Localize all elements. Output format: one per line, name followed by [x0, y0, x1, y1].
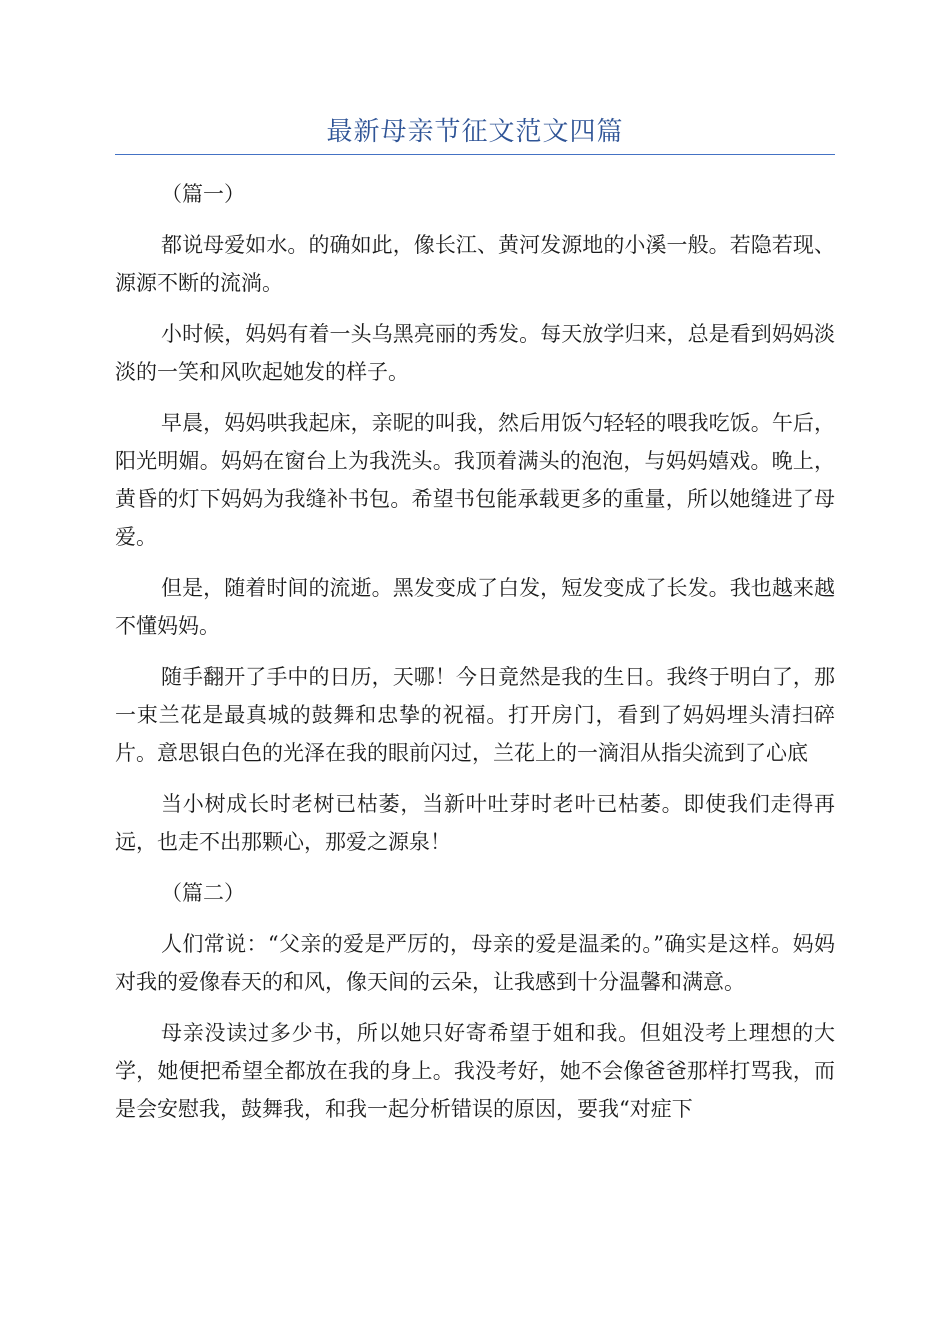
paragraph: 早晨，妈妈哄我起床，亲昵的叫我，然后用饭勺轻轻的喂我吃饭。午后，阳光明媚。妈妈在窗台上为我洗头。我顶着满头的泡泡，与妈妈嬉戏。晚上，黄昏的灯下妈妈为我缝补书包。希望书包能承载更多的重量，所以她缝进了母爱。	[115, 411, 835, 549]
paragraph: 人们常说：“父亲的爱是严厉的，母亲的爱是温柔的。”确实是这样。妈妈对我的爱像春天的和风，像天间的云朵，让我感到十分温馨和满意。	[115, 932, 835, 994]
section-heading: （篇一）	[161, 182, 245, 206]
paragraph: 小时候，妈妈有着一头乌黑亮丽的秀发。每天放学归来，总是看到妈妈淡淡的一笑和风吹起她发的样子。	[115, 322, 835, 384]
paragraph: 都说母爱如水。的确如此，像长江、黄河发源地的小溪一般。若隐若现、源源不断的流淌。	[115, 233, 835, 295]
paragraph: 但是，随着时间的流逝。黑发变成了白发，短发变成了长发。我也越来越不懂妈妈。	[115, 576, 835, 638]
section-heading: （篇二）	[161, 881, 245, 905]
document-title: 最新母亲节征文范文四篇	[326, 117, 624, 147]
title-underline	[115, 154, 835, 155]
paragraph: 母亲没读过多少书，所以她只好寄希望于姐和我。但姐没考上理想的大学，她便把希望全都放在我的身上。我没考好，她不会像爸爸那样打骂我，而是会安慰我，鼓舞我，和我一起分析错误的原因，要我“对症下	[115, 1021, 835, 1121]
paragraph: 随手翻开了手中的日历，天哪！今日竟然是我的生日。我终于明白了，那一束兰花是最真城的鼓舞和忠挚的祝福。打开房门，看到了妈妈埋头清扫碎片。意思银白色的光泽在我的眼前闪过，兰花上的一滴泪从指尖流到了心底	[115, 665, 835, 765]
paragraph: 当小树成长时老树已枯萎，当新叶吐芽时老叶已枯萎。即使我们走得再远，也走不出那颗心，那爱之源泉！	[115, 792, 835, 854]
document-body	[115, 175, 835, 1141]
